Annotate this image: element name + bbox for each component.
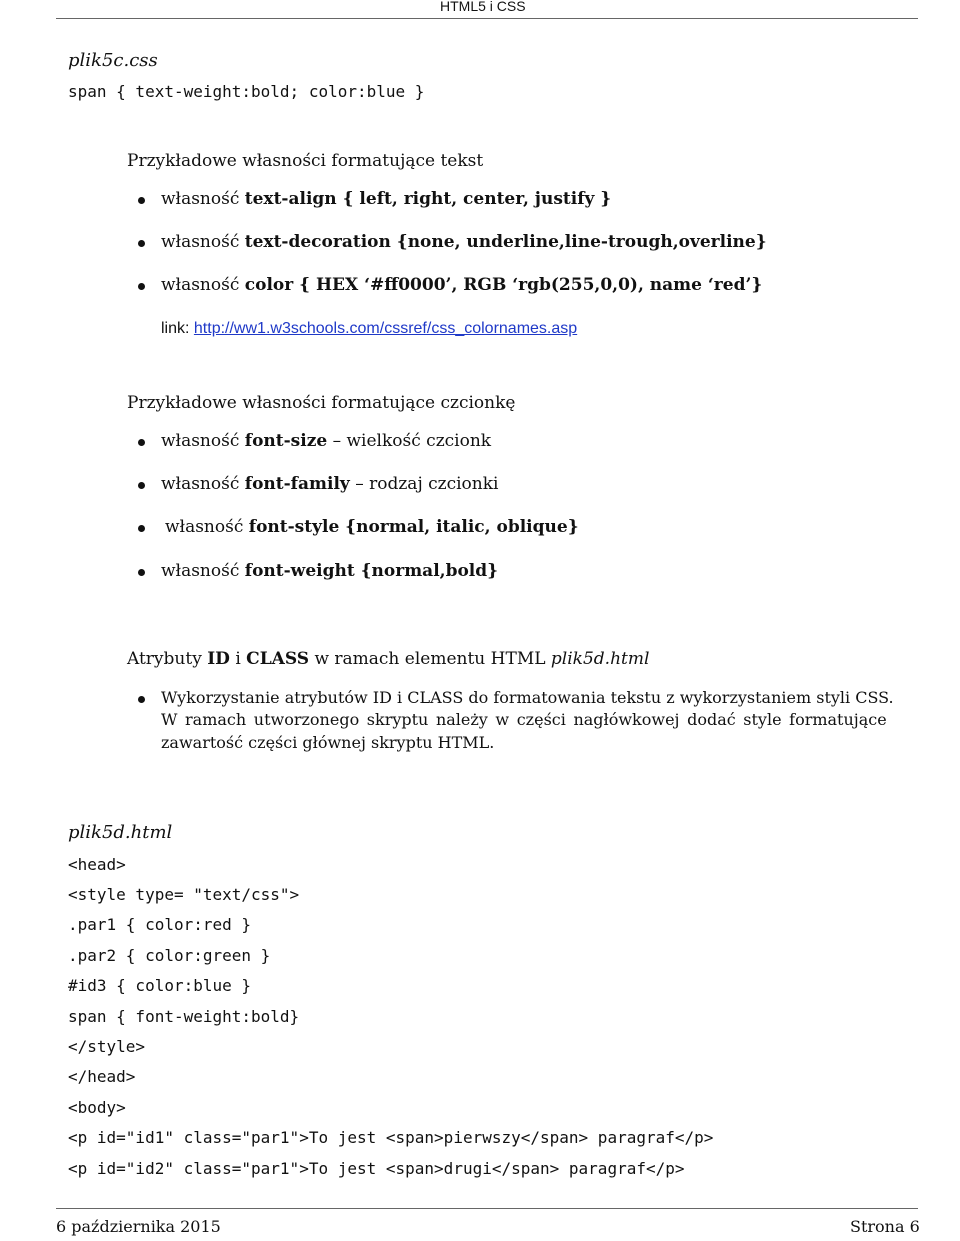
font-props-heading: Przykładowe własności formatujące czcionkę — [127, 393, 516, 413]
html-filename: plik5d.html — [68, 822, 173, 843]
code-line: <p id="id1" class="par1">To jest <span>pierwszy</span> paragraf</p> — [68, 1128, 714, 1147]
attrs-desc-line-1: Wykorzystanie atrybutów ID i CLASS do formatowania tekstu z wykorzystaniem styli CSS. — [161, 688, 894, 707]
font-prop-item: własność font-weight {normal,bold} — [161, 561, 499, 581]
text-props-heading: Przykładowe własności formatujące tekst — [127, 151, 484, 171]
code-line: #id3 { color:blue } — [68, 976, 252, 995]
code-line: <body> — [68, 1098, 126, 1117]
bullet-icon — [138, 240, 145, 247]
code-line: </head> — [68, 1067, 136, 1086]
bullet-icon — [138, 283, 145, 290]
bullet-icon — [138, 696, 145, 703]
attrs-heading: Atrybuty ID i CLASS w ramach elementu HTML plik5d.html — [127, 649, 650, 669]
bullet-icon — [138, 525, 145, 532]
code-line: </style> — [68, 1037, 146, 1056]
code-line: .par1 { color:red } — [68, 915, 252, 934]
font-prop-item: własność font-family – rodzaj czcionki — [161, 474, 499, 494]
attrs-desc-line-3: zawartość części głównej skryptu HTML. — [161, 733, 495, 752]
colornames-link[interactable]: http://ww1.w3schools.com/cssref/css_colornames.asp — [193, 320, 578, 337]
attrs-desc-line-2: W ramach utworzonego skryptu należy w części nagłówkowej dodać style formatujące — [161, 710, 887, 729]
bullet-icon — [138, 439, 145, 446]
header-divider — [56, 18, 918, 19]
code-line: .par2 { color:green } — [68, 946, 271, 965]
bullet-icon — [138, 482, 145, 489]
css-filename: plik5c.css — [68, 50, 158, 71]
page-header-title: HTML5 i CSS — [440, 0, 526, 14]
footer-divider — [56, 1208, 918, 1209]
css-code-line: span { text-weight:bold; color:blue } — [68, 82, 425, 101]
bullet-icon — [138, 197, 145, 204]
text-prop-item: własność text-align { left, right, center, justify } — [161, 189, 612, 209]
code-line: <p id="id2" class="par1">To jest <span>drugi</span> paragraf</p> — [68, 1159, 685, 1178]
code-line: span { font-weight:bold} — [68, 1007, 300, 1026]
code-line: <head> — [68, 855, 126, 874]
font-prop-item: własność font-style {normal, italic, oblique} — [165, 517, 579, 537]
link-label: link: — [161, 320, 190, 337]
colornames-link-row — [161, 320, 577, 338]
bullet-icon — [138, 569, 145, 576]
text-prop-item: własność text-decoration {none, underline,line-trough,overline} — [161, 232, 767, 252]
text-prop-item: własność color { HEX ‘#ff0000’, RGB ‘rgb(255,0,0), name ‘red’} — [161, 275, 763, 295]
footer-page-number: Strona 6 — [850, 1217, 920, 1236]
footer-date: 6 października 2015 — [56, 1217, 221, 1236]
code-line: <style type= "text/css"> — [68, 885, 300, 904]
font-prop-item: własność font-size – wielkość czcionk — [161, 431, 492, 451]
